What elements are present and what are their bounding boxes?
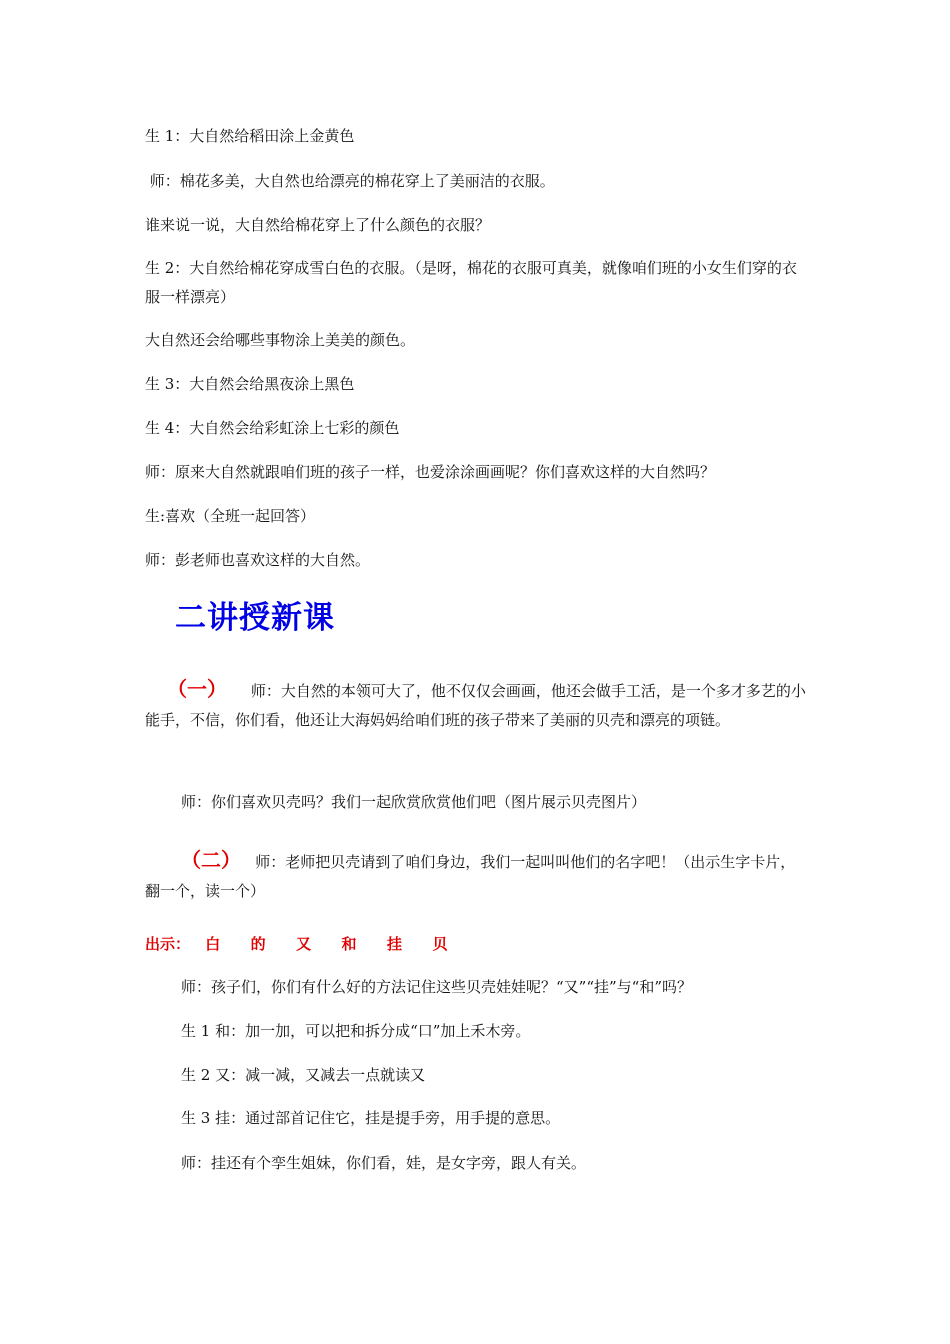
paragraph-more-colors: 大自然还会给哪些事物涂上美美的颜色。 [145,331,416,349]
paragraph-student4: 生 4：大自然会给彩虹涂上七彩的颜色 [145,419,400,437]
section-one-text: 师：大自然的本领可大了，他不仅仅会画画，他还会做手工活，是一个多才多艺的小能手，不信，你们看，他还让大海妈妈给咱们班的孩子带来了美丽的贝壳和漂亮的项链。 [145,682,806,729]
paragraph-teacher-method: 师：孩子们，你们有什么好的方法记住这些贝壳娃娃呢？“又”“挂”与“和”吗？ [181,978,693,996]
paragraph-teacher-nature: 师：原来大自然就跟咱们班的孩子一样，也爱涂涂画画呢？你们喜欢这样的大自然吗？ [145,463,716,481]
section-two-marker: （二） [181,848,241,872]
paragraph-student1: 生 1：大自然给稻田涂上金黄色 [145,127,355,145]
paragraph-question: 谁来说一说，大自然给棉花穿上了什么颜色的衣服？ [145,216,491,234]
paragraph-teacher-wa: 师：挂还有个孪生姐妹，你们看，娃，是女字旁，跟人有关。 [181,1154,587,1172]
paragraph-appreciate-shells: 师：你们喜欢贝壳吗？我们一起欣赏欣赏他们吧（图片展示贝壳图片） [181,793,647,811]
paragraph-student2-you: 生 2 又：减一减，又减去一点就读又 [181,1066,426,1084]
paragraph-section-one [145,675,810,735]
paragraph-section-two [145,846,810,906]
paragraph-student1-he: 生 1 和：加一加，可以把和拆分成“口”加上禾木旁。 [181,1022,531,1040]
paragraph-teacher-cotton: 师：棉花多美，大自然也给漂亮的棉花穿上了美丽洁的衣服。 [145,172,555,190]
paragraph-teacher-likes: 师：彭老师也喜欢这样的大自然。 [145,551,371,569]
show-characters-line: 出示： 白 的 又 和 挂 贝 [145,935,448,953]
section-two-text: 师：老师把贝壳请到了咱们身边，我们一起叫叫他们的名字吧！（出示生字卡片，翻一个，读一个） [145,853,796,900]
paragraph-student2: 生 2：大自然给棉花穿成雪白色的衣服。（是呀，棉花的衣服可真美，就像咱们班的小女生们穿的衣服一样漂亮） [145,259,797,306]
section-one-marker: （一） [167,677,227,701]
section-heading: 二讲授新课 [175,600,335,636]
paragraph-student3: 生 3：大自然会给黑夜涂上黑色 [145,375,355,393]
paragraph-students-like: 生:喜欢（全班一起回答） [145,507,316,525]
paragraph-student3-gua: 生 3 挂：通过部首记住它，挂是提手旁，用手提的意思。 [181,1109,561,1127]
